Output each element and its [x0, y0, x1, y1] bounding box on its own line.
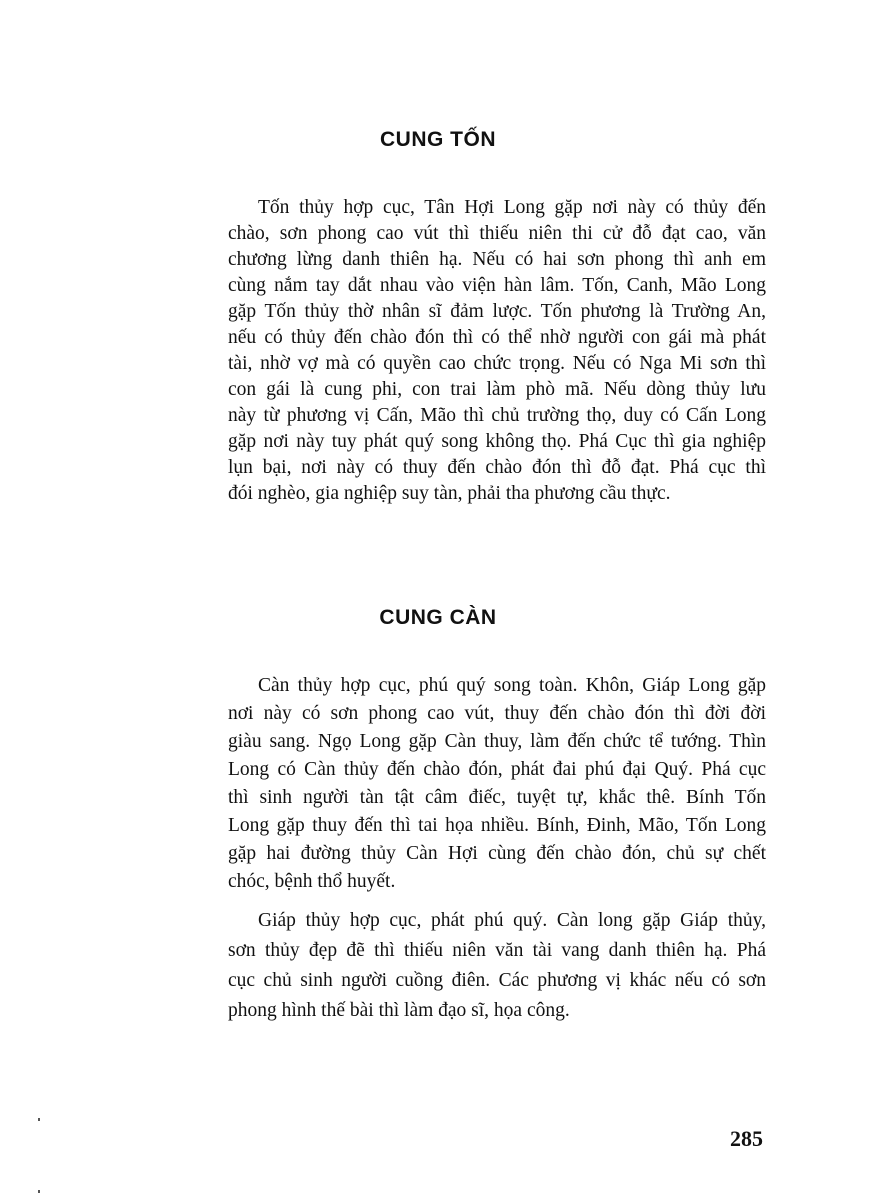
text-line: thì sinh người tàn tật câm điếc, tuyệt tự, khắc thê. Bính Tốn — [228, 787, 766, 808]
text-line: sơn thủy đẹp đẽ thì thiếu niên văn tài vang danh thiên hạ. Phá — [228, 940, 766, 961]
text-line: Giáp thủy hợp cục, phát phú quý. Càn long gặp Giáp thủy, — [258, 910, 766, 931]
section-title-cung-ton: CUNG TỐN — [380, 128, 496, 151]
text-line: con gái là cung phi, con trai làm phò mã. Nếu dòng thủy lưu — [228, 379, 766, 400]
paragraph — [228, 672, 766, 896]
text-line: gặp hai đường thủy Càn Hợi cùng đến chào đón, chủ sự chết — [228, 843, 766, 864]
text-line: phong hình thế bài thì làm đạo sĩ, họa công. — [228, 1000, 570, 1021]
text-line: chóc, bệnh thổ huyết. — [228, 871, 396, 892]
text-line: gặp nơi này tuy phát quý song không thọ. Phá Cục thì gia nghiệp — [228, 431, 766, 452]
text-line: này từ phương vị Cấn, Mão thì chủ trường thọ, duy có Cấn Long — [228, 405, 766, 426]
text-line: Tốn thủy hợp cục, Tân Hợi Long gặp nơi này có thủy đến — [258, 197, 766, 218]
text-line: Long có Càn thủy đến chào đón, phát đai phú đại Quý. Phá cục — [228, 759, 766, 780]
text-line: gặp Tốn thủy thờ nhân sĩ đảm lược. Tốn phương là Trường An, — [228, 301, 766, 322]
paragraph — [228, 906, 766, 1026]
text-line: cùng nắm tay dắt nhau vào viện hàn lâm. Tốn, Canh, Mão Long — [228, 275, 766, 296]
text-line: cục chủ sinh người cuồng điên. Các phương vị khác nếu có sơn — [228, 970, 766, 991]
text-line: nơi này có sơn phong cao vút, thuy đến chào đón thì đời đời — [228, 703, 766, 724]
page-number: 285 — [730, 1126, 763, 1151]
text-line: đói nghèo, gia nghiệp suy tàn, phải tha phương cầu thực. — [228, 483, 671, 504]
text-line: lụn bại, nơi này có thuy đến chào đón thì đỗ đạt. Phá cục thì — [228, 457, 766, 478]
text-line: chào, sơn phong cao vút thì thiếu niên thi cử đỗ đạt cao, văn — [228, 223, 766, 244]
text-line: tài, nhờ vợ mà có quyền cao chức trọng. Nếu có Nga Mi sơn thì — [228, 353, 766, 374]
section-title-cung-can: CUNG CÀN — [379, 606, 497, 629]
text-line: nếu có thủy đến chào đón thì có thể nhờ người con gái mà phát — [228, 327, 766, 348]
paragraph — [228, 195, 766, 507]
scan-speck — [38, 1118, 40, 1121]
scan-speck — [38, 1190, 40, 1193]
text-line: chương lừng danh thiên hạ. Nếu có hai sơn phong thì anh em — [228, 249, 766, 270]
text-line: Long gặp thuy đến thì tai họa nhiều. Bính, Đinh, Mão, Tốn Long — [228, 815, 766, 836]
text-line: giàu sang. Ngọ Long gặp Càn thuy, làm đến chức tể tướng. Thìn — [228, 731, 766, 752]
text-line: Càn thủy hợp cục, phú quý song toàn. Khôn, Giáp Long gặp — [258, 675, 766, 696]
